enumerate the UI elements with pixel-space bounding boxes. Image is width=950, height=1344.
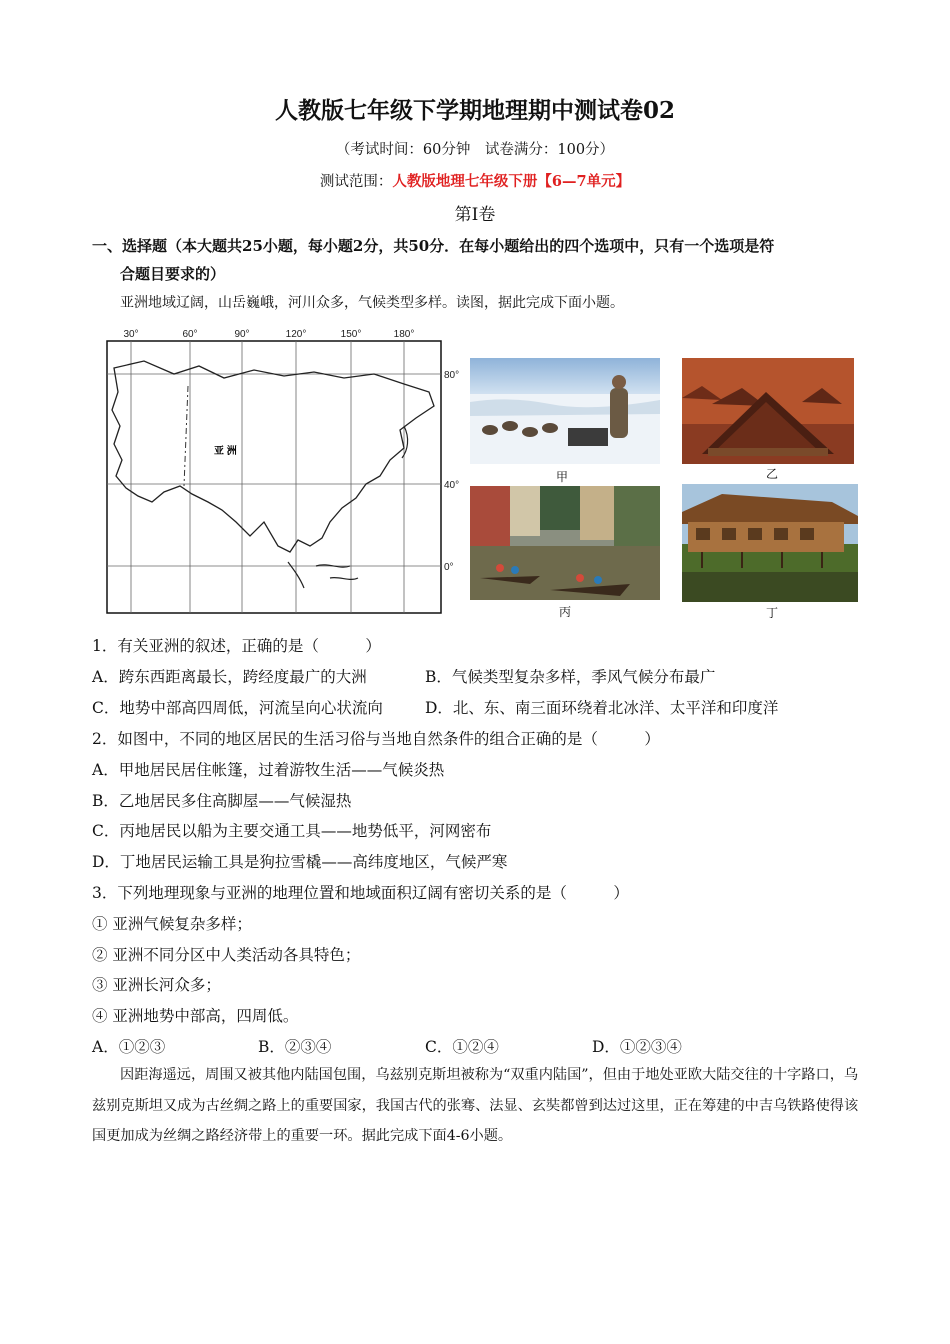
- q2-option-d[interactable]: D．丁地居民运输工具是狗拉雪橇——高纬度地区，气候严寒: [92, 853, 508, 871]
- q3-option-c[interactable]: C．①②④: [425, 1038, 499, 1056]
- question-2-stem: 2．如图中，不同的地区居民的生活习俗与当地自然条件的组合正确的是（ ）: [92, 730, 660, 748]
- photo-yi: [682, 358, 854, 464]
- lat-label: 40°: [444, 480, 460, 491]
- q3-statement-1: ① 亚洲气候复杂多样；: [92, 915, 252, 933]
- exam-info: （考试时间：60分钟 试卷满分：100分）: [335, 142, 615, 158]
- scope-prefix: 测试范围：: [319, 174, 393, 190]
- test-scope: [0, 170, 950, 191]
- photo-caption: 甲: [555, 470, 568, 484]
- photo-caption: 丁: [765, 606, 778, 620]
- section-line-1: 一、选择题（本大题共25小题，每小题2分，共50分．在每小题给出的四个选项中，只有一个选项是符: [92, 237, 775, 255]
- q2-option-c[interactable]: C．丙地居民以船为主要交通工具——地势低平，河网密布: [92, 822, 492, 840]
- photo-ding: [682, 484, 858, 602]
- lon-label: 90°: [234, 329, 250, 340]
- section-line-2: 合题目要求的）: [120, 265, 226, 283]
- lon-label: 180°: [393, 329, 415, 340]
- q3-option-a[interactable]: A．①②③: [92, 1038, 166, 1056]
- volume-heading: 第Ⅰ卷: [454, 205, 496, 225]
- q1-option-a[interactable]: A．跨东西距离最长，跨经度最广的大洲: [92, 668, 367, 686]
- question-3-stem: 3．下列地理现象与亚洲的地理位置和地域面积辽阔有密切关系的是（ ）: [92, 884, 629, 902]
- lon-label: 30°: [123, 329, 139, 340]
- question-1-stem: 1．有关亚洲的叙述，正确的是（ ）: [92, 637, 381, 655]
- map-label-asia: 亚 洲: [214, 446, 237, 457]
- lat-label: 80°: [444, 370, 460, 381]
- lon-label: 150°: [340, 329, 362, 340]
- q3-option-d[interactable]: D．①②③④: [592, 1038, 682, 1056]
- q1-option-d[interactable]: D．北、东、南三面环绕着北冰洋、太平洋和印度洋: [425, 699, 779, 717]
- photo-bing: [470, 486, 660, 600]
- q3-statement-4: ④ 亚洲地势中部高，四周低。: [92, 1007, 299, 1025]
- question-intro: 亚洲地域辽阔，山岳巍峨，河川众多，气候类型多样。读图，据此完成下面小题。: [120, 295, 624, 311]
- scope-value: 人教版地理七年级下册【6—7单元】: [392, 173, 631, 190]
- lat-label: 0°: [444, 562, 454, 573]
- lon-label: 120°: [285, 329, 307, 340]
- q3-option-b[interactable]: B．②③④: [258, 1038, 332, 1056]
- reading-passage: 因距海遥远，周围又被其他内陆国包围，乌兹别克斯坦被称为“双重内陆国”，但由于地处亚欧大陆交往的十字路口，乌兹别克斯坦又成为古丝绸之路上的重要国家，我国古代的张骞、法显、玄奘都曾到达过这里，正在筹建的中吉乌铁路使得该国更加成为丝绸之路经济带上的重要一环。据此完成下面4-6小题。: [92, 1067, 859, 1144]
- q3-statement-2: ② 亚洲不同分区中人类活动各具特色；: [92, 946, 361, 964]
- lon-label: 60°: [182, 329, 198, 340]
- q3-statement-3: ③ 亚洲长河众多；: [92, 976, 221, 994]
- photo-caption: 丙: [558, 605, 571, 619]
- photo-caption: 乙: [765, 467, 778, 481]
- asia-map: [104, 326, 466, 622]
- q1-option-c[interactable]: C．地势中部高四周低，河流呈向心状流向: [92, 699, 383, 717]
- q2-option-a[interactable]: A．甲地居民居住帐篷，过着游牧生活——气候炎热: [92, 761, 445, 779]
- q2-option-b[interactable]: B．乙地居民多住高脚屋——气候湿热: [92, 792, 352, 810]
- page-title: 人教版七年级下学期地理期中测试卷02: [274, 97, 675, 124]
- photo-jia: [470, 358, 660, 464]
- section-heading: [92, 232, 872, 288]
- q1-option-b[interactable]: B．气候类型复杂多样，季风气候分布最广: [425, 668, 716, 686]
